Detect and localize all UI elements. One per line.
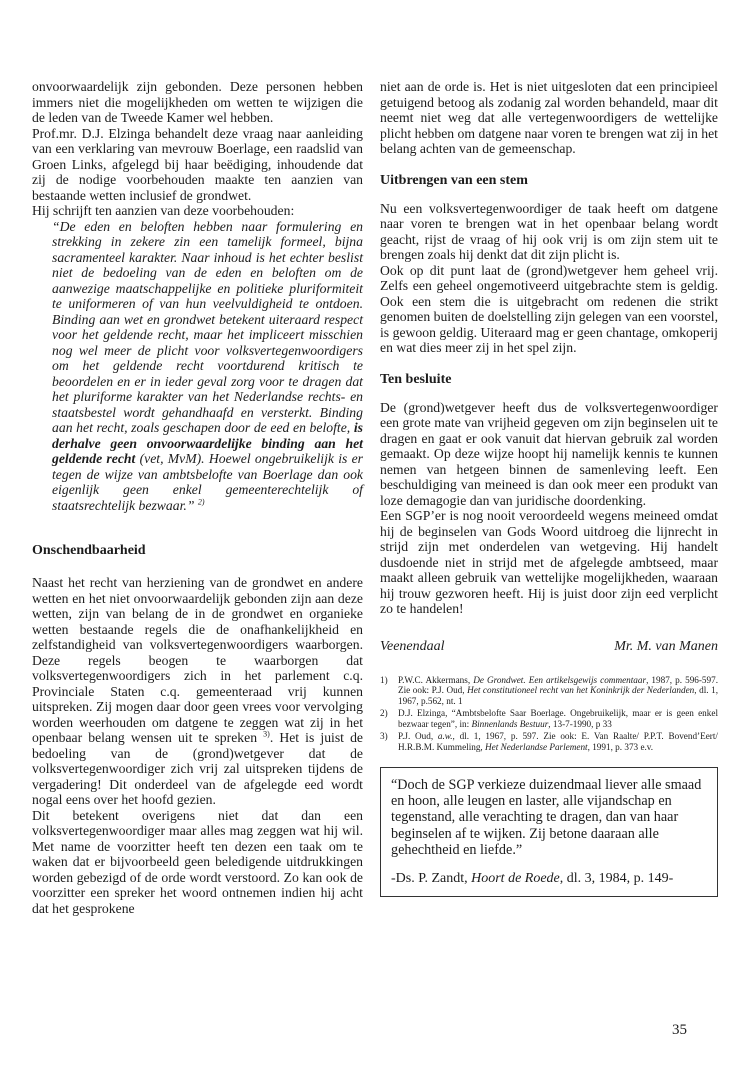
block-quote <box>32 219 363 514</box>
paragraph-text: . Het is juist de bedoeling van de (grond)wetgever dat de volksvertegenwoordiger zich vrij zal uitspreken tijdens de vergadering! Dit onderdeel van de afgelegde eed wordt nogal eens over het hoofd gezien. <box>32 730 363 807</box>
footnote-text: P.J. Oud, a.w., dl. 1, 1967, p. 597. Zie ook: E. Van Raalte/ P.P.T. Bovend’Eert/ H.R.B.M. Kummeling, Het Nederlandse Parlement, 1991, p. 373 e.v. <box>398 731 718 753</box>
paragraph: Een SGP’er is nog nooit veroordeeld wegens meineed omdat hij de beginselen van Gods Woord uitdroeg die lijnrecht in strijd zijn met onderdelen van wetgeving. Hij handelt dusdoende niet in strijd met de afgelegde ambtseed, maar maakt alleen gebruik van wettelijke mogelijkheden, waaraan hij trouw gezworen heeft. Hij is juist door zijn eed verplicht zo te handelen! <box>380 508 718 616</box>
section-heading: Onschendbaarheid <box>32 543 146 558</box>
footnote <box>380 708 718 729</box>
page-number: 35 <box>672 1022 687 1038</box>
paragraph <box>32 575 363 808</box>
paragraph: Dit betekent overigens niet dat dan een volksvertegenwoordiger maar alles mag zeggen wat hij wil. Met name de voorzitter heeft ten dezen een taak om te waken dat er bijvoorbeeld geen beledigende uitdrukkingen worden gebezigd of de orde wordt verstoord. Zo kan ook de voorzitter een spreker het woord ontnemen indien hij acht dat het gesprokene <box>32 807 363 916</box>
footnote <box>380 731 718 752</box>
paragraph-text: Naast het recht van herziening van de grondwet en andere wetten en het niet onvoorwaardelijk gebonden zijn aan deze wetten, zijn van belang de in de grondwet en organieke wetten bestaande regels die de onafhankelijkheid en zelfstandigheid van volksvertegenwoordigers waarborgen. Deze regels beogen te waarborgen dat volksvertegenwoordigers zich in het parlement c.q. Provinciale Staten c.q. gemeenteraad vrij kunnen uitspreken. Zij mogen daar door geen vrees voor vervolging worden weerhouden om datgene te zeggen wat zij in het openbaar belang wensen uit te spreken <box>32 575 363 745</box>
box-quote-attribution: -Ds. P. Zandt, Hoort de Roede, dl. 3, 1984, p. 149- <box>391 870 674 886</box>
footnote-text: D.J. Elzinga, “Ambtsbelofte Saar Boerlage. Ongebruikelijk, maar er is geen enkel bezwaar tegen”, in: Binnenlands Bestuur, 13-7-1990, p 33 <box>398 708 718 729</box>
footnote-number: 2) <box>380 708 388 719</box>
right-column <box>380 79 718 897</box>
paragraph: Ook op dit punt laat de (grond)wetgever hem geheel vrij. Zelfs een geheel ongemotiveerd uitgebrachte stem is geldig. Ook een stem die is uitgebracht om redenen die strikt genomen buiten de doelstelling zijn gelegen van een voorstel, is gewoon geldig. Uiteraard mag er geen chantage, omkoperij en wat dies meer zij in het spel zijn. <box>380 262 718 355</box>
section-heading: Ten besluite <box>380 371 452 387</box>
quote-bold-text: is derhalve geen onvoorwaardelijke binding aan het geldende recht <box>52 420 364 466</box>
paragraph: Hij schrijft ten aanzien van deze voorbehouden: <box>32 203 295 218</box>
signature-line <box>380 639 718 655</box>
place: Veenendaal <box>380 638 445 654</box>
quote-text: “De eden en beloften hebben naar formulering en strekking in zekere zin een tamelijk formeel, bijna sacramenteel karakter. Naar inhoud is het echter beslist niet de bedoeling van de eden en beloften om de aanwezige maatschappelijke en politieke pluriformiteit te uniformeren of van hun veelvuldigheid te ontdoen. Binding aan wet en grondwet betekent uiteraard respect voor het geldende recht, maar het impliceert misschien nog wel meer de plicht voor volksvertegenwoordigers om het geldende recht voortdurend kritisch te beoordelen en er in ieder geval zorg voor te dragen dat het pluriforme karakter van het Nederlandse rechts- en staatsbestel wordt gehandhaafd en versterkt. Binding aan het recht, zoals geschapen door de eed en belofte, <box>52 218 363 435</box>
footnote-ref: 3) <box>263 729 270 739</box>
footnote-text: P.W.C. Akkermans, De Grondwet. Een artikelsgewijs commentaar, 1987, p. 596-597. Zie ook: P.J. Oud, Het constitutioneel recht van het Koninkrijk der Nederlanden, dl. 1, 1967, p.562, nt. 1 <box>398 674 719 706</box>
footnotes <box>380 675 718 753</box>
left-column <box>32 79 363 916</box>
section-heading: Uitbrengen van een stem <box>380 172 528 188</box>
box-quote <box>380 767 718 897</box>
paragraph: onvoorwaardelijk zijn gebonden. Deze personen hebben immers niet die mogelijkheden om wetten te wijzigen die de leden van de Tweede Kamer wel hebben. <box>32 79 363 125</box>
box-quote-text: “Doch de SGP verkieze duizendmaal liever alle smaad en hoon, alle leugen en laster, alle vijandschap en tegenstand, alle verachting te dragen, dan van haar beginselen af te wijken. Zij betone daaraan alle gehechtheid en liefde.” <box>391 776 702 859</box>
footnote-number: 3) <box>380 731 388 742</box>
paragraph: niet aan de orde is. Het is niet uitgesloten dat een principieel getuigend betoog als zodanig zal worden behandeld, maar dit neemt niet weg dat alle vertegenwoordigers de wettelijke plicht hebben om datgene naar voren te brengen wat zij in het belang achten van de gemeenschap. <box>380 79 718 156</box>
paragraph: Prof.mr. D.J. Elzinga behandelt deze vraag naar aanleiding van een verklaring van mevrouw Boerlage, een raadslid van Groen Links, afgelegd bij haar beëdiging, inhoudende dat zij de nodige voorbehouden maakte ten aanzien van bestaande wetten inclusief de grondwet. <box>32 125 363 203</box>
author: Mr. M. van Manen <box>614 638 718 654</box>
paragraph: De (grond)wetgever heeft dus de volksvertegenwoordiger een grote mate van vrijheid gegeven om zijn beginselen uit te dragen en gaat er ook vanuit dat hiervan gebruik zal worden gemaakt. Op deze wijze hoopt hij namelijk kennis te kunnen nemen van hetgeen binnen de samenleving leeft. Een beschuldiging van meineed is dan ook meer een produkt van loze demagogie dan van juridische doordenking. <box>380 399 718 508</box>
footnote <box>380 675 718 707</box>
paragraph: Nu een volksvertegenwoordiger de taak heeft om datgene naar voren te brengen wat in het openbaar belang wordt geacht, rijst de vraag of hij ook vrij is om zijn stem uit te brengen zoals hij denkt dat dit zijn plicht is. <box>380 200 718 262</box>
footnote-ref: 2) <box>197 496 205 506</box>
footnote-number: 1) <box>380 674 388 685</box>
quote-text: (vet, MvM). Hoewel ongebruikelijk is er tegen de wijze van ambtsbelofte van Boerlage dan ook eigenlijk geen enkel gemeenterechtelijk of staatsrechtelijk bezwaar.” <box>52 451 363 513</box>
